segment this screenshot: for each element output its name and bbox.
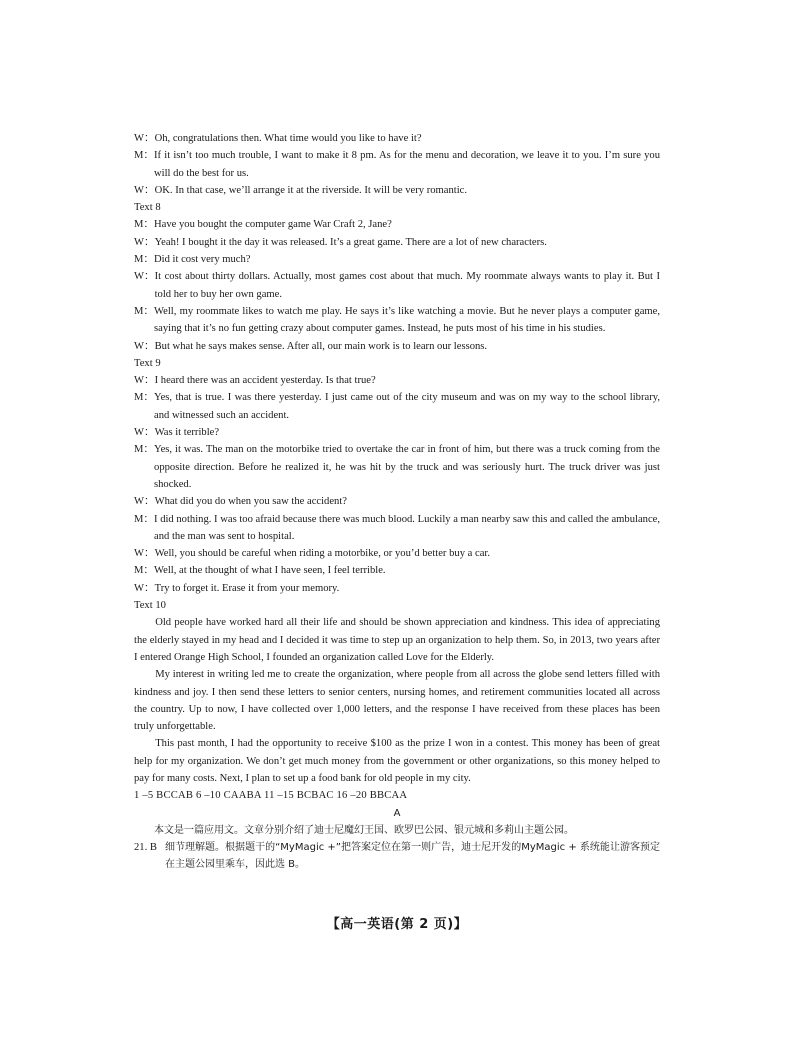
- dialogue-line: [134, 493, 660, 510]
- dialogue-line: [134, 303, 660, 338]
- speaker-label: W：: [134, 340, 155, 352]
- speaker-label: W：: [134, 133, 155, 144]
- line-text: Have you bought the computer game War Craft 2, Jane?: [154, 219, 392, 231]
- line-text: But what he says makes sense. After all, our main work is to learn our lessons.: [154, 340, 488, 352]
- line-text: I did nothing. I was too afraid because there was much blood. Luckily a man nearby saw this and called the ambulance, and the man was sent to hospital.: [154, 513, 660, 542]
- speaker-label: M：: [134, 254, 155, 266]
- question-explanation-text: 细节理解题。根据题干的“MyMagic +”把答案定位在第一则广告，迪士尼开发的MyMagic + 系统能让游客预定在主题公园里乘车，因此选 B。: [164, 842, 660, 871]
- reading-section-letter: A: [393, 807, 401, 819]
- dialogue-line: [134, 580, 660, 597]
- line-text: Yes, it was. The man on the motorbike tried to overtake the car in front of him, but there was a truck coming from the opposite direction. Before he realized it, he was hit by the truck and was seriously hurt. The truck driver was just shocked.: [154, 444, 660, 490]
- line-text: I heard there was an accident yesterday. Is that true?: [154, 375, 376, 387]
- dialogue-line: [134, 389, 660, 424]
- speaker-label: W：: [134, 496, 155, 508]
- text10-paragraph: My interest in writing led me to create the organization, where people from all across the globe send letters filled with kindness and joy. I then send these letters to senior centers, nursing homes, and retirement communities located all across the country. Up to now, I have collected over 1,000 letters, and the response I have received from these places has been truly unforgettable.: [134, 669, 660, 733]
- speaker-label: W：: [134, 427, 155, 439]
- line-text: OK. In that case, we’ll arrange it at the riverside. It will be very romantic.: [154, 184, 467, 196]
- dialogue-line: [134, 234, 660, 251]
- dialogue-line: [134, 130, 660, 147]
- speaker-label: W：: [134, 375, 155, 387]
- dialogue-line: [134, 338, 660, 355]
- speaker-label: W：: [134, 184, 155, 196]
- page-content: [134, 130, 660, 874]
- speaker-label: W：: [134, 582, 155, 594]
- text10-paragraph: Old people have worked hard all their life and should be shown appreciation and kindness. This idea of appreciating the elderly stayed in my head and I decided it was time to step up an organization to help them. So, in 2013, two years after I entered Orange High School, I founded an organization called Love for the Elderly.: [134, 617, 660, 663]
- speaker-label: W：: [134, 548, 155, 560]
- page-footer: 【高一英语(第 2 页)】: [326, 917, 468, 932]
- line-text: Was it terrible?: [154, 427, 220, 439]
- text7-tail: [134, 130, 660, 199]
- dialogue-line: [134, 562, 660, 579]
- speaker-label: W：: [134, 271, 155, 283]
- line-text: Yes, that is true. I was there yesterday. I just came out of the city museum and was on my way to the school library, and witnessed such an accident.: [154, 392, 660, 421]
- speaker-label: M：: [134, 305, 155, 317]
- line-text: Did it cost very much?: [154, 254, 251, 266]
- dialogue-line: [134, 441, 660, 493]
- text8-section: [134, 199, 660, 355]
- text10-paragraph: This past month, I had the opportunity to receive $100 as the prize I won in a contest. This money has been of great help for my organization. We don’t get much money from the government or other organizations, so this money helped to pay for many costs. Next, I plan to set up a food bank for old people in my city.: [134, 738, 660, 784]
- speaker-label: M：: [134, 219, 155, 231]
- dialogue-line: [134, 182, 660, 199]
- question-21-explanation: [134, 839, 660, 874]
- text9-heading: Text 9: [134, 357, 161, 369]
- line-text: What did you do when you saw the accident?: [154, 496, 347, 508]
- dialogue-line: [134, 268, 660, 303]
- dialogue-line: [134, 424, 660, 441]
- question-number: 21. B: [134, 842, 157, 854]
- text10-section: [134, 597, 660, 787]
- speaker-label: M：: [134, 565, 155, 577]
- line-text: If it isn’t too much trouble, I want to make it 8 pm. As for the menu and decoration, we leave it to you. I’m sure you will do the best for us.: [154, 150, 660, 179]
- line-text: Yeah! I bought it the day it was released. It’s a great game. There are a lot of new characters.: [154, 236, 547, 248]
- reading-section-intro: 本文是一篇应用文。文章分别介绍了迪士尼魔幻王国、欧罗巴公园、银元城和多莉山主题公园。: [154, 824, 574, 836]
- dialogue-line: [134, 545, 660, 562]
- line-text: Well, at the thought of what I have seen, I feel terrible.: [154, 565, 386, 577]
- line-text: Well, my roommate likes to watch me play. He says it’s like watching a movie. But he never plays a computer game, saying that it’s no fun getting crazy about computer games. Instead, he puts most of his time in his studies.: [154, 305, 660, 335]
- speaker-label: M：: [134, 150, 155, 162]
- speaker-label: M：: [134, 513, 155, 525]
- dialogue-line: [134, 147, 660, 182]
- line-text: It cost about thirty dollars. Actually, most games cost about that much. My roommate always wants to play it. But I told her to buy her own game.: [154, 271, 660, 300]
- text8-heading: Text 8: [134, 202, 161, 214]
- line-text: Try to forget it. Erase it from your memory.: [154, 582, 340, 594]
- speaker-label: M：: [134, 444, 155, 456]
- speaker-label: M：: [134, 392, 155, 404]
- text10-heading: Text 10: [134, 600, 166, 612]
- line-text: Well, you should be careful when riding a motorbike, or you’d better buy a car.: [154, 548, 490, 560]
- listening-answer-key: 1 –5 BCCAB 6 –10 CAABA 11 –15 BCBAC 16 –20 BBCAA: [134, 790, 408, 802]
- dialogue-line: [134, 372, 660, 389]
- dialogue-line: [134, 511, 660, 546]
- line-text: Oh, congratulations then. What time would you like to have it?: [154, 133, 422, 144]
- dialogue-line: [134, 251, 660, 268]
- speaker-label: W：: [134, 236, 155, 248]
- dialogue-line: [134, 216, 660, 233]
- text9-section: [134, 355, 660, 597]
